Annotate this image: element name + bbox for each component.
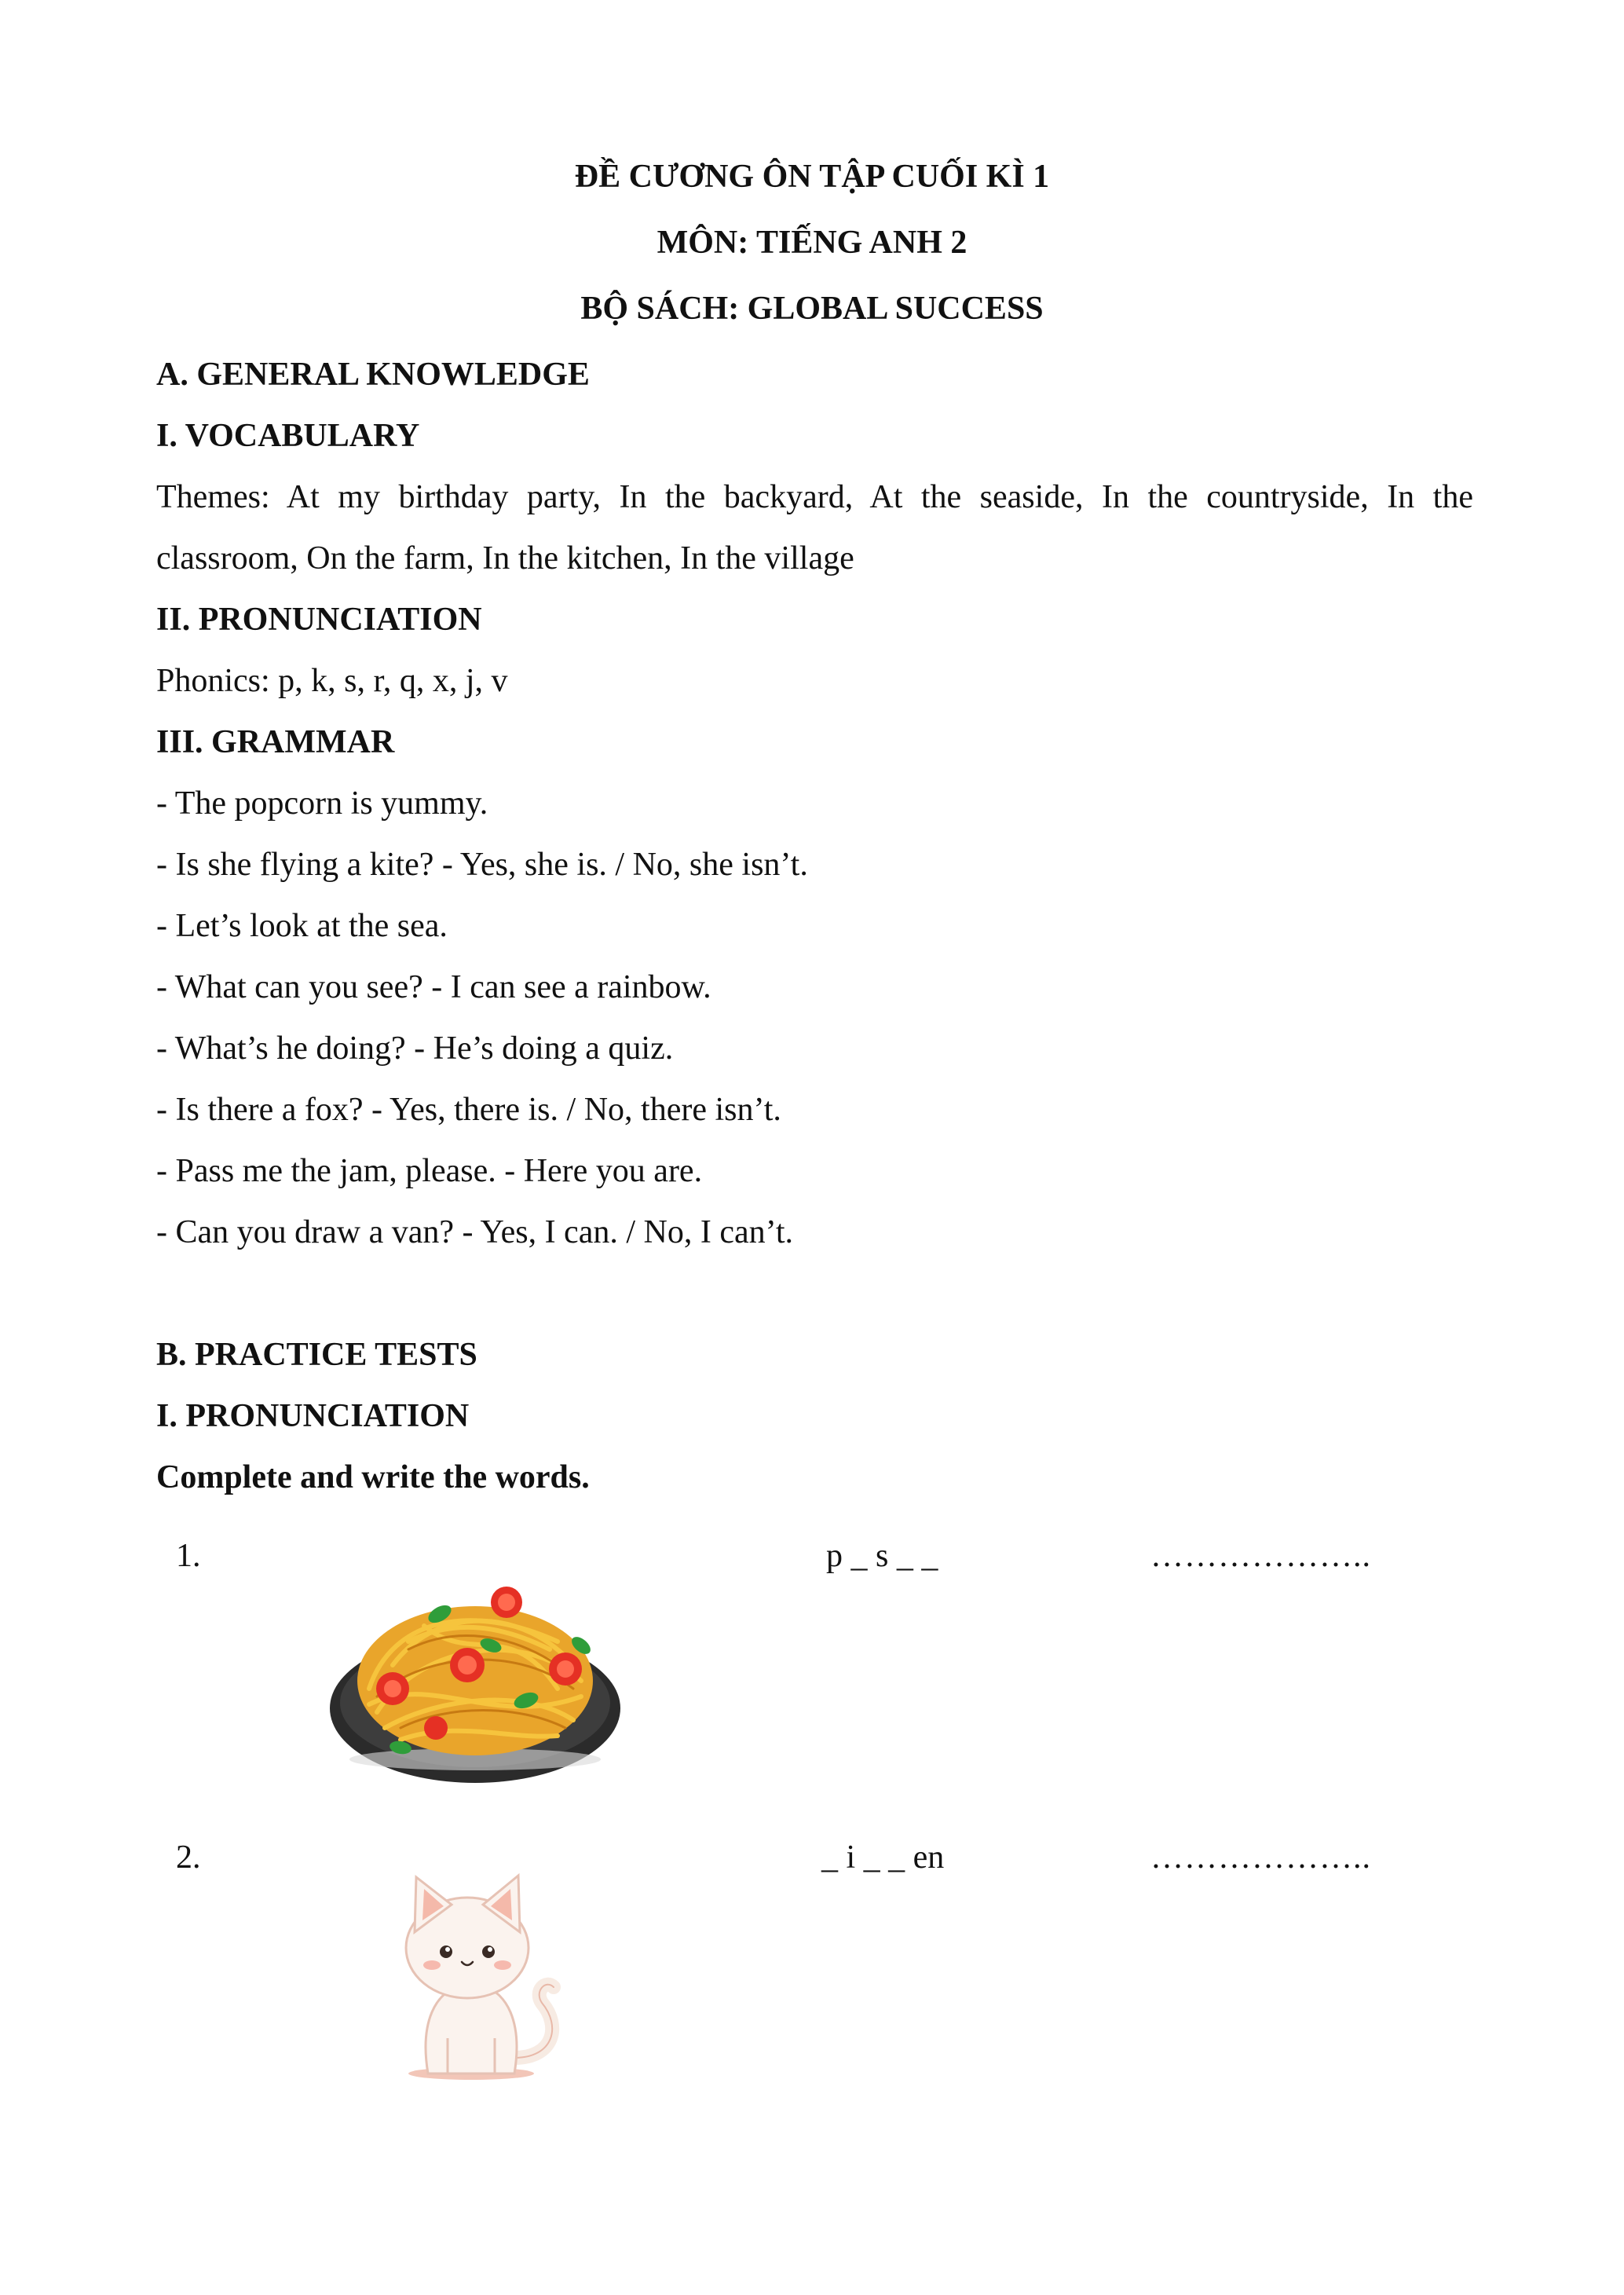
word-pattern: _ i _ _ en: [821, 1839, 945, 1876]
themes-text-line-2: classroom, On the farm, In the kitchen, In the village: [156, 540, 854, 576]
grammar-item: - Is she flying a kite? - Yes, she is. / No, she isn’t.: [156, 847, 808, 883]
phonics-text: Phonics: p, k, s, r, q, x, j, v: [156, 663, 508, 699]
grammar-item: - What can you see? - I can see a rainbow.: [156, 969, 711, 1005]
section-b-heading: B. PRACTICE TESTS: [156, 1337, 477, 1373]
answer-blank: ………………..: [1150, 1839, 1371, 1876]
vocabulary-heading: I. VOCABULARY: [156, 418, 420, 454]
book-series-title: BỘ SÁCH: GLOBAL SUCCESS: [580, 291, 1044, 327]
grammar-item: - The popcorn is yummy.: [156, 785, 488, 822]
grammar-item: - Let’s look at the sea.: [156, 908, 448, 944]
section-a-heading: A. GENERAL KNOWLEDGE: [156, 357, 590, 393]
answer-blank: ………………..: [1150, 1538, 1371, 1574]
practice-pronunciation-heading: I. PRONUNCIATION: [156, 1398, 470, 1434]
pasta-plate-picture: [322, 1571, 628, 1791]
pronunciation-heading: II. PRONUNCIATION: [156, 602, 482, 638]
eye-icon: [482, 1945, 495, 1958]
word-pattern: p _ s _ _: [826, 1538, 938, 1574]
exercise-number: 2.: [176, 1839, 201, 1876]
grammar-item: - What’s he doing? - He’s doing a quiz.: [156, 1030, 674, 1067]
kitten-picture: [385, 1861, 573, 2089]
grammar-item: - Pass me the jam, please. - Here you are.: [156, 1153, 703, 1189]
subject-title: MÔN: TIẾNG ANH 2: [657, 225, 967, 261]
themes-text-line-1: Themes: At my birthday party, In the backyard, At the seaside, In the countryside, In the: [156, 479, 1473, 515]
exercise-instruction: Complete and write the words.: [156, 1459, 590, 1495]
exercise-number: 1.: [176, 1538, 201, 1574]
grammar-heading: III. GRAMMAR: [156, 724, 395, 760]
grammar-item: - Can you draw a van? - Yes, I can. / No, I can’t.: [156, 1214, 794, 1250]
document-title: ĐỀ CƯƠNG ÔN TẬP CUỐI KÌ 1: [574, 159, 1050, 195]
grammar-item: - Is there a fox? - Yes, there is. / No, there isn’t.: [156, 1092, 781, 1128]
eye-icon: [440, 1945, 452, 1958]
